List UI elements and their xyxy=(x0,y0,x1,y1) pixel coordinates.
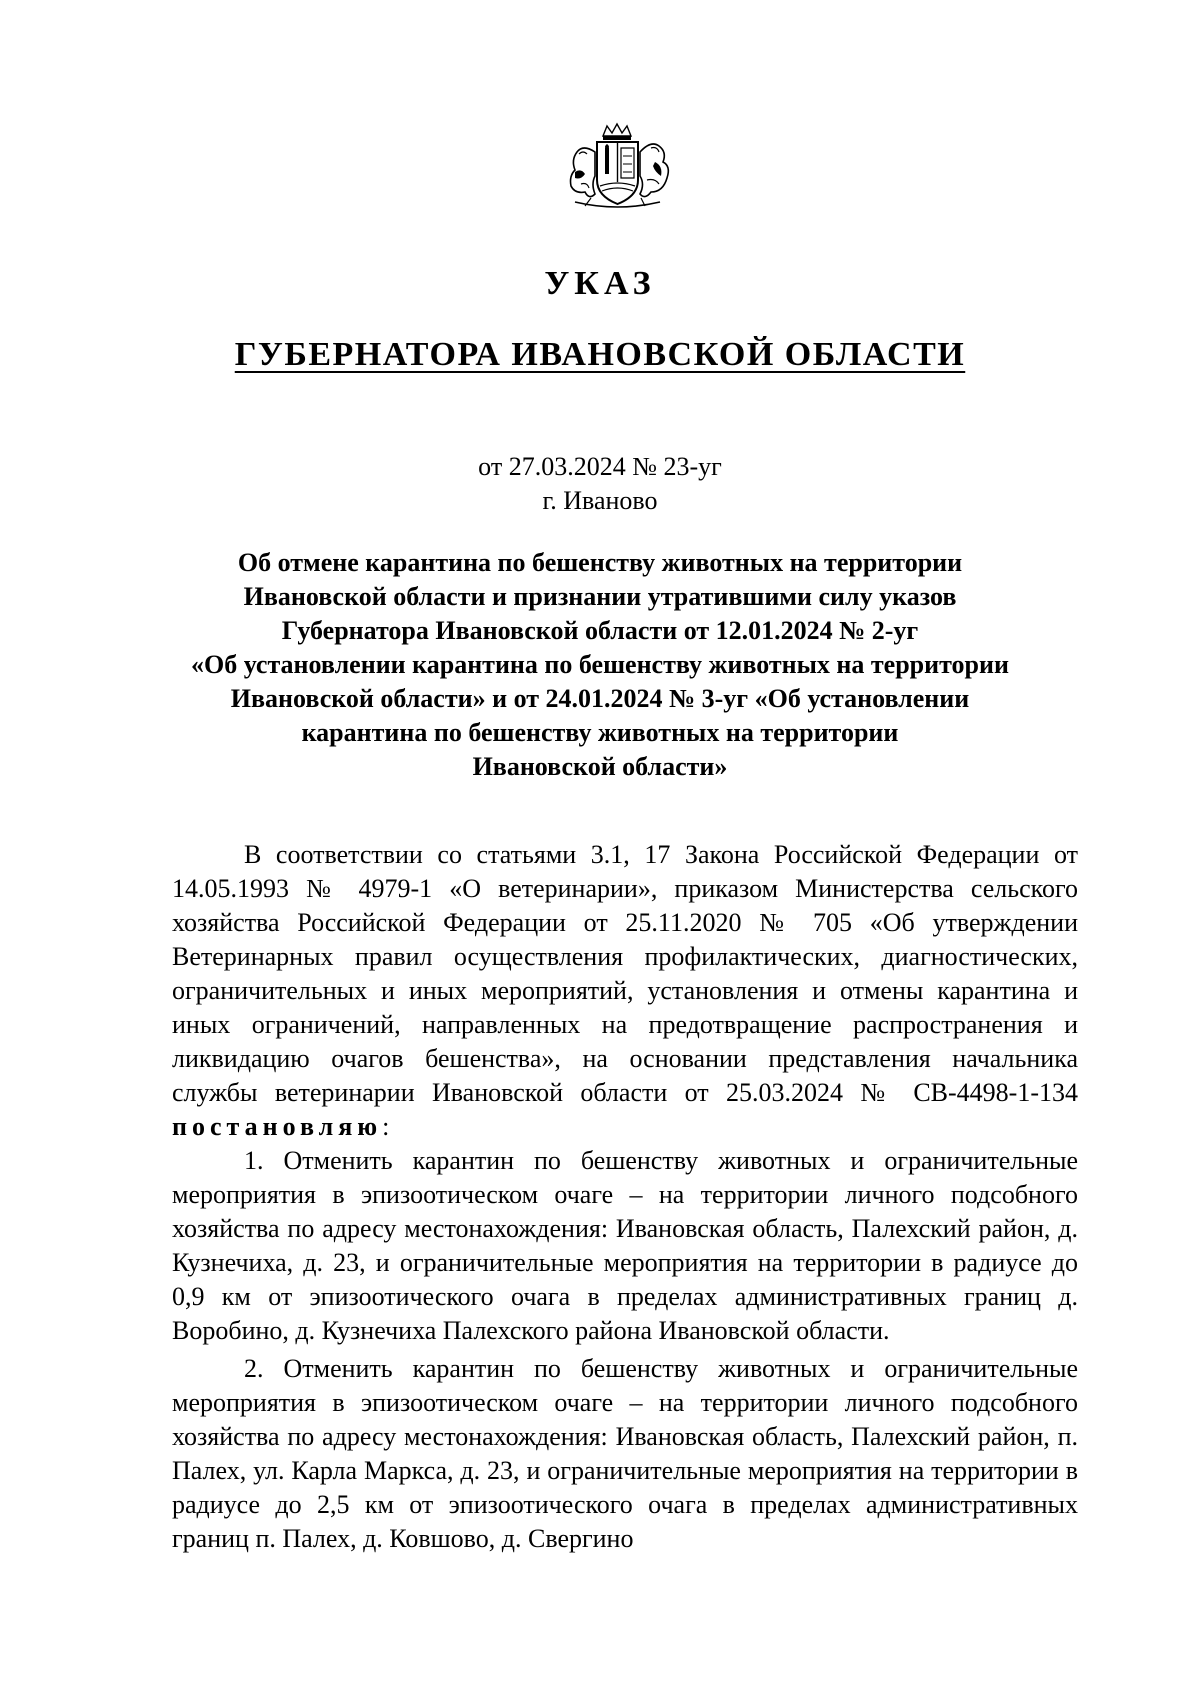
preamble-paragraph xyxy=(172,838,1078,1144)
clause-paragraph: 1. Отменить карантин по бешенству животных и ограничительные мероприятия в эпизоотическом очаге – на территории личного подсобного хозяйства по адресу местонахождения: Ивановская область, Палехский район, д. Кузнечиха, д. 23, и ограничительные мероприятия на территории в радиусе до 0,9 км от эпизоотического очага в пределах административных границ д. Воробино, д. Кузнечиха Палехского района Ивановской области. xyxy=(172,1146,1078,1345)
subject-line: Ивановской области» xyxy=(472,752,728,781)
issuer-title: ГУБЕРНАТОРА ИВАНОВСКОЙ ОБЛАСТИ xyxy=(234,336,966,373)
subject-line: Об отмене карантина по бешенству животных на территории xyxy=(237,548,963,577)
issue-city: г. Иваново xyxy=(542,486,658,515)
date-and-number: от 27.03.2024 № 23-уг xyxy=(478,452,722,481)
coat-of-arms-icon xyxy=(555,122,680,212)
document-type-title: УКАЗ xyxy=(544,265,656,302)
document-subject xyxy=(150,546,1050,784)
decree-word: постановляю xyxy=(172,1112,383,1141)
subject-line: Ивановской области и признании утратившими силу указов xyxy=(243,582,957,611)
document-body xyxy=(172,838,1078,1556)
subject-line: карантина по бешенству животных на территории xyxy=(301,718,899,747)
subject-line: «Об установлении карантина по бешенству животных на территории xyxy=(191,650,1009,679)
decree-colon: : xyxy=(382,1112,390,1141)
clause-paragraph: 2. Отменить карантин по бешенству животных и ограничительные мероприятия в эпизоотическом очаге – на территории личного подсобного хозяйства по адресу местонахождения: Ивановская область, Палехский район, п. Палех, ул. Карла Маркса, д. 23, и ограничительные мероприятия на территории в радиусе до 2,5 км от эпизоотического очага в пределах административных границ п. Палех, д. Ковшово, д. Свергино xyxy=(172,1354,1078,1553)
subject-line: Губернатора Ивановской области от 12.01.2024 № 2-уг xyxy=(281,616,919,645)
preamble-text: В соответствии со статьями 3.1, 17 Закона Российской Федерации от 14.05.1993 № 4979-1 «О ветеринарии», приказом Министерства сельского хозяйства Российской Федерации от 25.11.2020 № 705 «Об утверждении Ветеринарных правил осуществления профилактических, диагностических, ограничительных и иных мероприятий, установления и отмены карантина и иных ограничений, направленных на предотвращение распространения и ликвидацию очагов бешенства», на основании представления начальника службы ветеринарии Ивановской области от 25.03.2024 № СВ-4498-1-134 xyxy=(172,840,1078,1107)
subject-line: Ивановской области» и от 24.01.2024 № 3-уг «Об установлении xyxy=(230,684,970,713)
